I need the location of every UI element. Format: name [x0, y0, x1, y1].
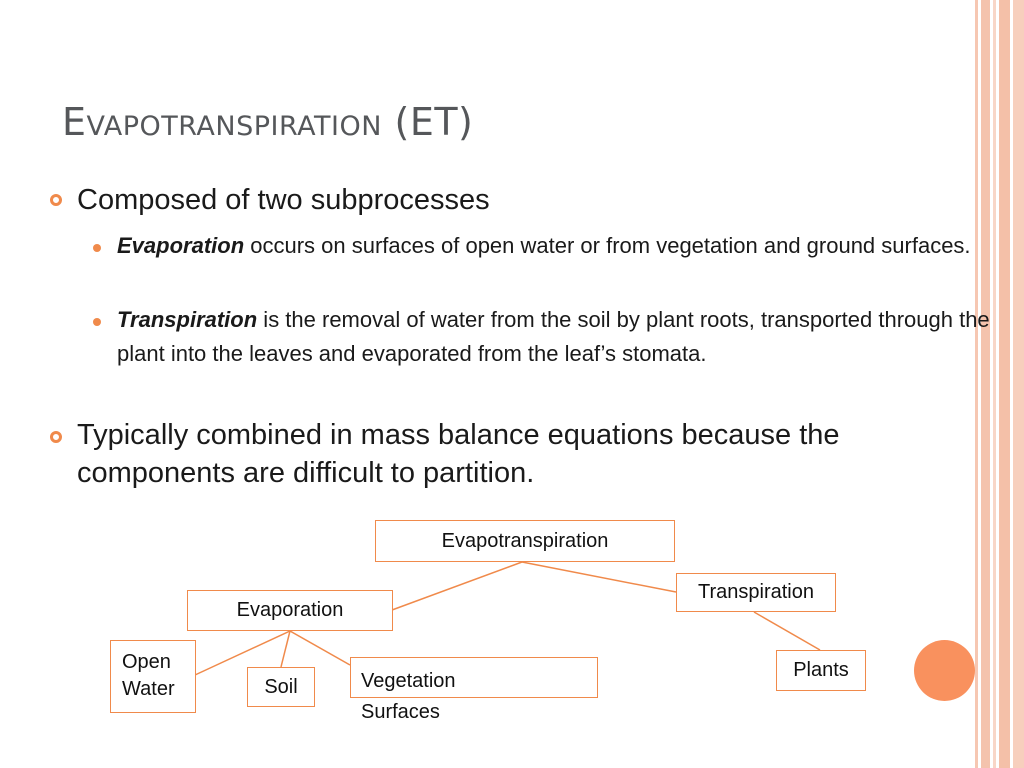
- node-evapotranspiration: [375, 520, 675, 562]
- node-vegetation-surfaces: [350, 657, 598, 723]
- node-label-line: Vegetation: [361, 670, 456, 692]
- connector-et-evaporation: [392, 562, 522, 610]
- slide-title: Evapotranspiration (ET): [62, 100, 474, 144]
- bullet-text: Composed of two subprocesses: [77, 184, 490, 216]
- node-label: Evapotranspiration: [441, 530, 609, 552]
- decorative-circle: [914, 640, 975, 701]
- ring-bullet-icon: [48, 192, 64, 208]
- node-open-water: [110, 640, 196, 713]
- connector-evaporation-vegetation: [290, 631, 350, 665]
- ring-bullet-icon: [48, 429, 64, 445]
- node-label-line: Water: [122, 678, 175, 700]
- decorative-stripe: [993, 0, 996, 768]
- node-label-line: Surfaces: [361, 701, 440, 723]
- transpiration-definition: is the removal of water from the soil by plant roots, transported through the plant into the leaves and evaporated from the leaf’s stomata.: [117, 307, 990, 366]
- bullet-text: Typically combined in mass balance equations because the components are difficult to partition.: [77, 419, 840, 489]
- node-label: Transpiration: [698, 581, 814, 603]
- connector-transpiration-plants: [754, 612, 820, 650]
- term-evaporation: Evaporation: [117, 233, 245, 258]
- node-plants: [776, 650, 866, 691]
- dot-bullet-icon: [93, 244, 101, 252]
- node-evaporation: [187, 590, 393, 631]
- node-label: Plants: [793, 659, 849, 681]
- evaporation-definition: occurs on surfaces of open water or from vegetation and ground surfaces.: [244, 233, 971, 258]
- term-transpiration: Transpiration: [117, 307, 258, 332]
- connector-et-transpiration: [522, 562, 676, 592]
- connector-evaporation-soil: [281, 631, 290, 667]
- sub-bullet-evaporation: [117, 229, 997, 263]
- decorative-stripe: [1013, 0, 1024, 768]
- node-transpiration: [676, 573, 836, 612]
- decorative-stripe: [975, 0, 978, 768]
- node-label: Evaporation: [236, 599, 344, 621]
- decorative-stripe: [999, 0, 1010, 768]
- node-label: Soil: [264, 676, 298, 698]
- sub-bullet-transpiration: [117, 303, 997, 371]
- dot-bullet-icon: [93, 318, 101, 326]
- node-soil: [247, 667, 315, 707]
- decorative-stripe: [981, 0, 990, 768]
- node-label-line: Open: [122, 651, 171, 673]
